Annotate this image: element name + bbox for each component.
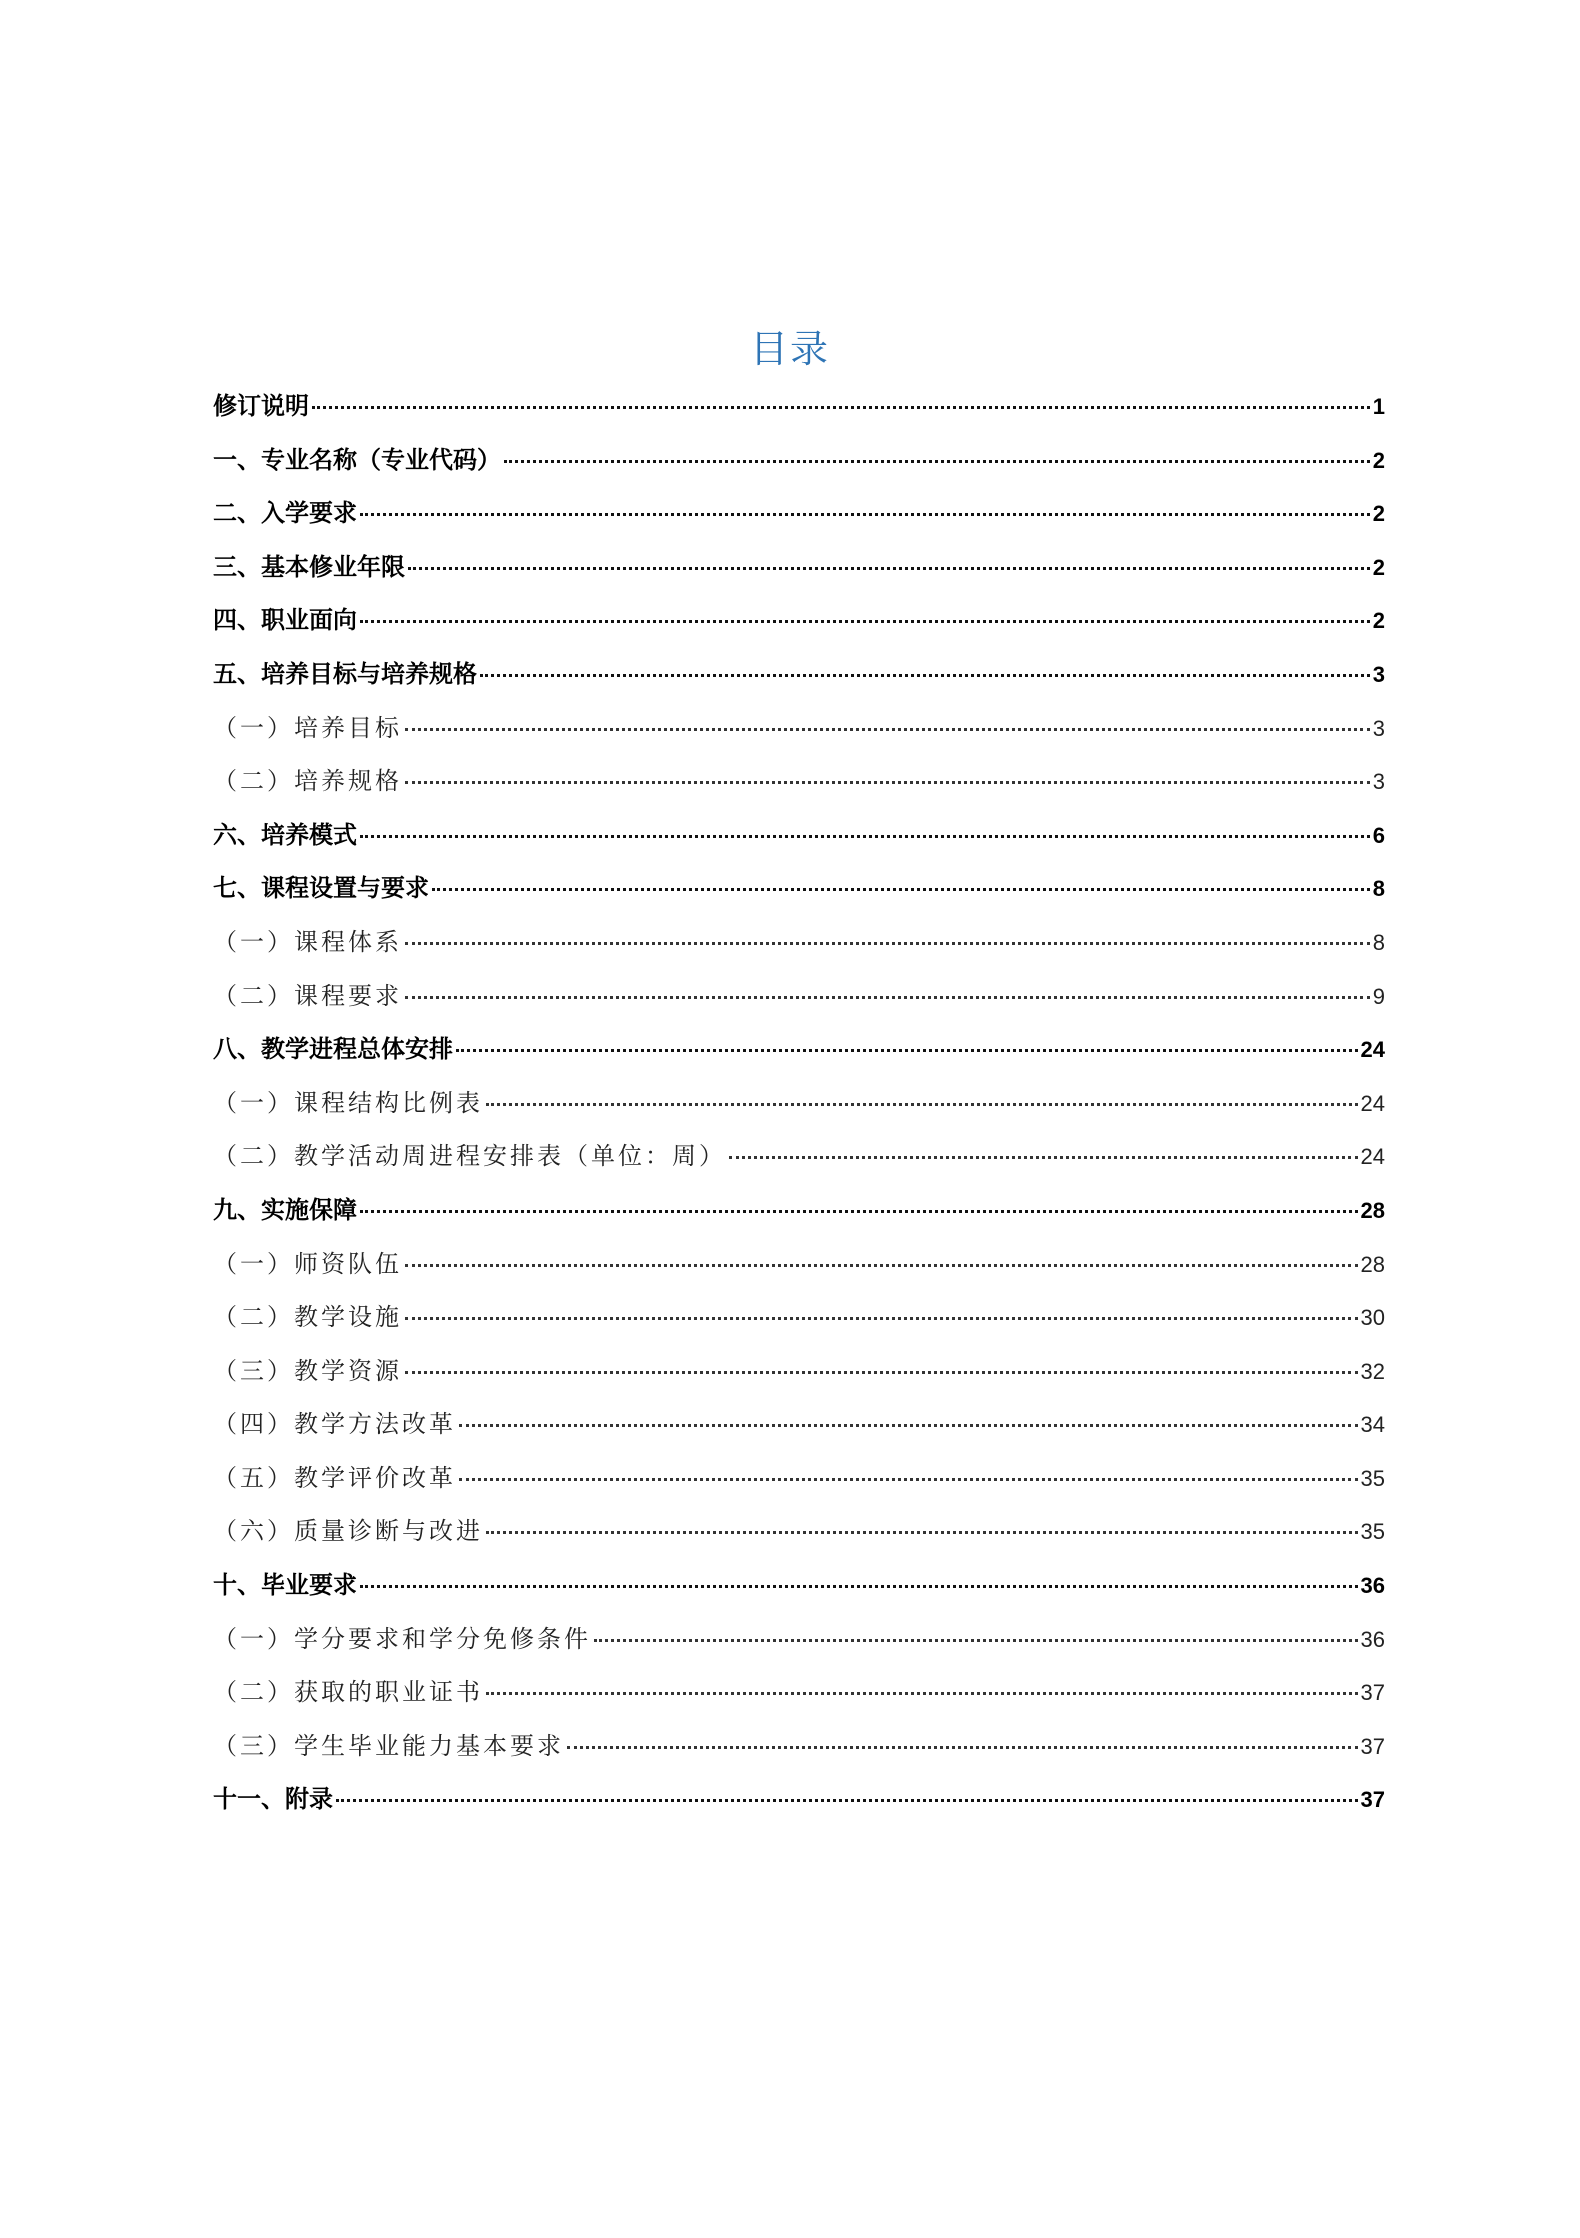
dot-leader xyxy=(459,1477,1358,1481)
toc-entry-title: （一）学分要求和学分免修条件 xyxy=(213,1624,591,1653)
dot-leader xyxy=(405,941,1370,945)
dot-leader xyxy=(360,1584,1358,1588)
table-of-contents xyxy=(213,380,1385,1827)
toc-entry[interactable] xyxy=(213,1345,1385,1399)
toc-entry-title: 十一、附录 xyxy=(213,1785,333,1814)
toc-entry[interactable] xyxy=(213,1613,1385,1667)
toc-entry-title: （二）教学活动周进程安排表（单位：周） xyxy=(213,1142,726,1171)
toc-entry-title: （一）培养目标 xyxy=(213,713,402,742)
toc-entry[interactable] xyxy=(213,1077,1385,1131)
toc-page-number: 37 xyxy=(1360,1733,1385,1759)
toc-page-number: 2 xyxy=(1372,447,1385,473)
toc-entry-title: 修订说明 xyxy=(213,392,309,420)
toc-entry[interactable] xyxy=(213,702,1385,756)
dot-leader xyxy=(405,1316,1358,1320)
toc-entry[interactable] xyxy=(213,809,1385,863)
toc-page-number: 37 xyxy=(1360,1787,1385,1813)
toc-entry[interactable] xyxy=(213,1238,1385,1292)
dot-leader xyxy=(459,1423,1358,1427)
toc-page-number: 1 xyxy=(1372,394,1385,419)
toc-entry[interactable] xyxy=(213,1184,1385,1238)
toc-entry[interactable] xyxy=(213,1559,1385,1613)
dot-leader xyxy=(360,619,1370,623)
dot-leader xyxy=(336,1798,1358,1802)
toc-entry[interactable] xyxy=(213,541,1385,595)
toc-page-number: 30 xyxy=(1360,1305,1385,1331)
toc-page-number: 36 xyxy=(1360,1573,1385,1599)
toc-page-number: 8 xyxy=(1372,929,1385,955)
toc-page-number: 35 xyxy=(1360,1519,1385,1545)
toc-entry-title: 五、培养目标与培养规格 xyxy=(213,659,477,688)
dot-leader xyxy=(504,459,1370,463)
dot-leader xyxy=(432,887,1370,891)
toc-entry[interactable] xyxy=(213,862,1385,916)
toc-entry-title: （二）课程要求 xyxy=(213,981,402,1010)
toc-page-number: 28 xyxy=(1360,1197,1385,1223)
toc-title: 目录 xyxy=(749,327,830,372)
dot-leader xyxy=(480,673,1370,677)
toc-entry[interactable] xyxy=(213,380,1385,434)
toc-page-number: 32 xyxy=(1360,1358,1385,1384)
toc-entry-title: （一）课程结构比例表 xyxy=(213,1088,483,1117)
toc-entry[interactable] xyxy=(213,916,1385,970)
toc-entry[interactable] xyxy=(213,970,1385,1024)
toc-entry-title: 八、教学进程总体安排 xyxy=(213,1035,453,1064)
dot-leader xyxy=(729,1155,1358,1159)
toc-entry-title: （五）教学评价改革 xyxy=(213,1463,456,1492)
toc-entry-title: 九、实施保障 xyxy=(213,1195,357,1224)
dot-leader xyxy=(405,995,1370,999)
toc-entry[interactable] xyxy=(213,1291,1385,1345)
toc-entry-title: 四、职业面向 xyxy=(213,606,357,635)
toc-entry-title: （三）教学资源 xyxy=(213,1356,402,1385)
toc-entry-title: 一、专业名称（专业代码） xyxy=(213,445,501,474)
toc-entry-title: （一）师资队伍 xyxy=(213,1249,402,1278)
toc-entry-title: 七、课程设置与要求 xyxy=(213,874,429,903)
dot-leader xyxy=(486,1102,1358,1106)
dot-leader xyxy=(456,1048,1358,1052)
toc-entry-title: （三）学生毕业能力基本要求 xyxy=(213,1731,564,1760)
toc-entry-title: 三、基本修业年限 xyxy=(213,552,405,581)
toc-entry[interactable] xyxy=(213,1452,1385,1506)
toc-entry[interactable] xyxy=(213,1666,1385,1720)
toc-entry-title: （一）课程体系 xyxy=(213,927,402,956)
toc-page-number: 35 xyxy=(1360,1465,1385,1491)
toc-page-number: 3 xyxy=(1372,661,1385,687)
toc-entry-title: （四）教学方法改革 xyxy=(213,1410,456,1439)
dot-leader xyxy=(405,780,1370,784)
toc-page-number: 37 xyxy=(1360,1680,1385,1706)
toc-entry[interactable] xyxy=(213,1398,1385,1452)
dot-leader xyxy=(405,1263,1358,1267)
toc-page-number: 6 xyxy=(1372,822,1385,848)
dot-leader xyxy=(405,727,1370,731)
toc-entry-title: 六、培养模式 xyxy=(213,820,357,849)
toc-entry[interactable] xyxy=(213,755,1385,809)
dot-leader xyxy=(486,1691,1358,1695)
dot-leader xyxy=(594,1638,1358,1642)
toc-page-number: 3 xyxy=(1372,715,1385,741)
toc-entry-title: （六）质量诊断与改进 xyxy=(213,1517,483,1546)
toc-entry-title: （二）获取的职业证书 xyxy=(213,1678,483,1707)
toc-page-number: 2 xyxy=(1372,501,1385,527)
toc-entry[interactable] xyxy=(213,1773,1385,1827)
dot-leader xyxy=(486,1530,1358,1534)
toc-entry[interactable] xyxy=(213,1505,1385,1559)
dot-leader xyxy=(360,1209,1358,1213)
toc-page-number: 24 xyxy=(1360,1037,1385,1063)
toc-page-number: 24 xyxy=(1360,1090,1385,1116)
toc-entry-title: （二）培养规格 xyxy=(213,767,402,796)
toc-page-number: 24 xyxy=(1360,1144,1385,1170)
dot-leader xyxy=(405,1370,1358,1374)
toc-entry-title: （二）教学设施 xyxy=(213,1303,402,1332)
toc-entry-title: 二、入学要求 xyxy=(213,499,357,528)
toc-page-number: 34 xyxy=(1360,1412,1385,1438)
toc-entry[interactable] xyxy=(213,1130,1385,1184)
toc-entry[interactable] xyxy=(213,648,1385,702)
toc-entry[interactable] xyxy=(213,434,1385,488)
toc-entry[interactable] xyxy=(213,487,1385,541)
toc-page-number: 36 xyxy=(1360,1626,1385,1652)
toc-page-number: 28 xyxy=(1360,1251,1385,1277)
toc-page-number: 3 xyxy=(1372,769,1385,795)
dot-leader xyxy=(360,834,1370,838)
dot-leader xyxy=(408,566,1370,570)
toc-entry[interactable] xyxy=(213,594,1385,648)
toc-entry[interactable] xyxy=(213,1023,1385,1077)
toc-page-number: 8 xyxy=(1372,876,1385,902)
dot-leader xyxy=(312,405,1370,409)
toc-page-number: 9 xyxy=(1372,983,1385,1009)
toc-entry[interactable] xyxy=(213,1720,1385,1774)
toc-page-number: 2 xyxy=(1372,608,1385,634)
toc-page-number: 2 xyxy=(1372,554,1385,580)
dot-leader xyxy=(360,512,1370,516)
toc-entry-title: 十、毕业要求 xyxy=(213,1571,357,1600)
dot-leader xyxy=(567,1745,1358,1749)
